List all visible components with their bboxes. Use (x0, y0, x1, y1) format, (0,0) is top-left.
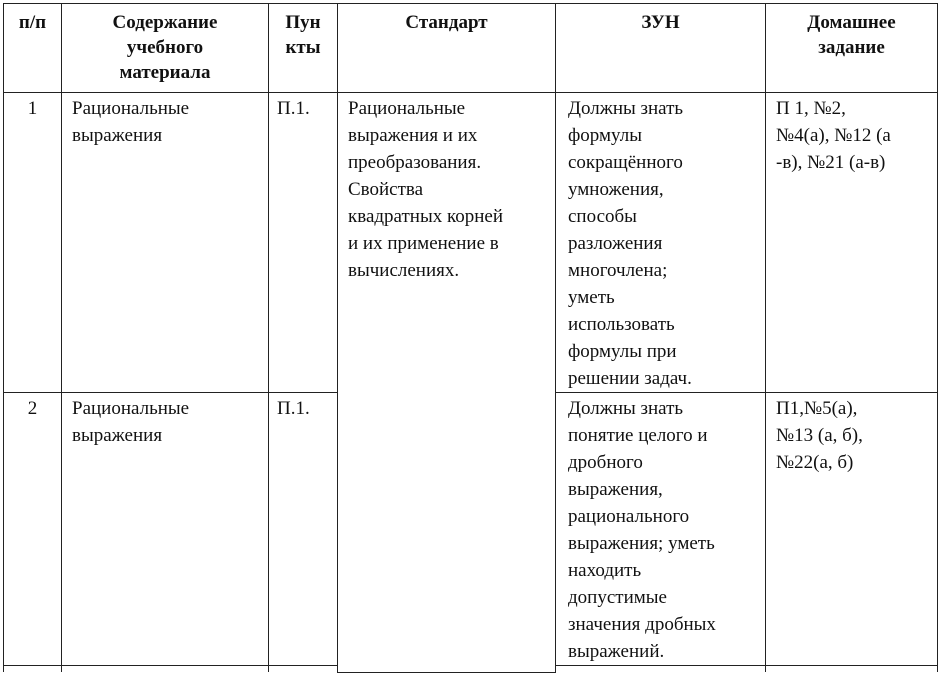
header-standard: Стандарт (338, 4, 556, 93)
header-content: Содержание учебного материала (62, 4, 269, 93)
row-content: Рациональные выражения (62, 393, 269, 666)
header-row (4, 4, 938, 93)
row-num: 1 (4, 93, 62, 393)
empty-cell (556, 666, 766, 673)
row-homework: П1,№5(а), №13 (а, б), №22(а, б) (766, 393, 938, 666)
empty-cell (766, 666, 938, 673)
table-row (4, 93, 938, 393)
row-content: Рациональные выражения (62, 93, 269, 393)
empty-cell (4, 666, 62, 673)
row-zun: Должны знать формулы сокращённого умножения, способы разложения многочлена; уметь использовать формулы при решении задач. (556, 93, 766, 393)
empty-cell (62, 666, 269, 673)
row-points: П.1. (269, 93, 338, 393)
row-standard: Рациональные выражения и их преобразования. Свойства квадратных корней и их применение в вычислениях. (338, 93, 556, 673)
row-num: 2 (4, 393, 62, 666)
row-homework: П 1, №2, №4(а), №12 (а -в), №21 (а-в) (766, 93, 938, 393)
header-num: п/п (4, 4, 62, 93)
header-zun: ЗУН (556, 4, 766, 93)
row-points: П.1. (269, 393, 338, 666)
lesson-plan-table (3, 3, 938, 673)
header-points: Пун кты (269, 4, 338, 93)
row-zun: Должны знать понятие целого и дробного выражения, рационального выражения; уметь находить допустимые значения дробных выражений. (556, 393, 766, 666)
empty-cell (269, 666, 338, 673)
header-homework: Домашнее задание (766, 4, 938, 93)
